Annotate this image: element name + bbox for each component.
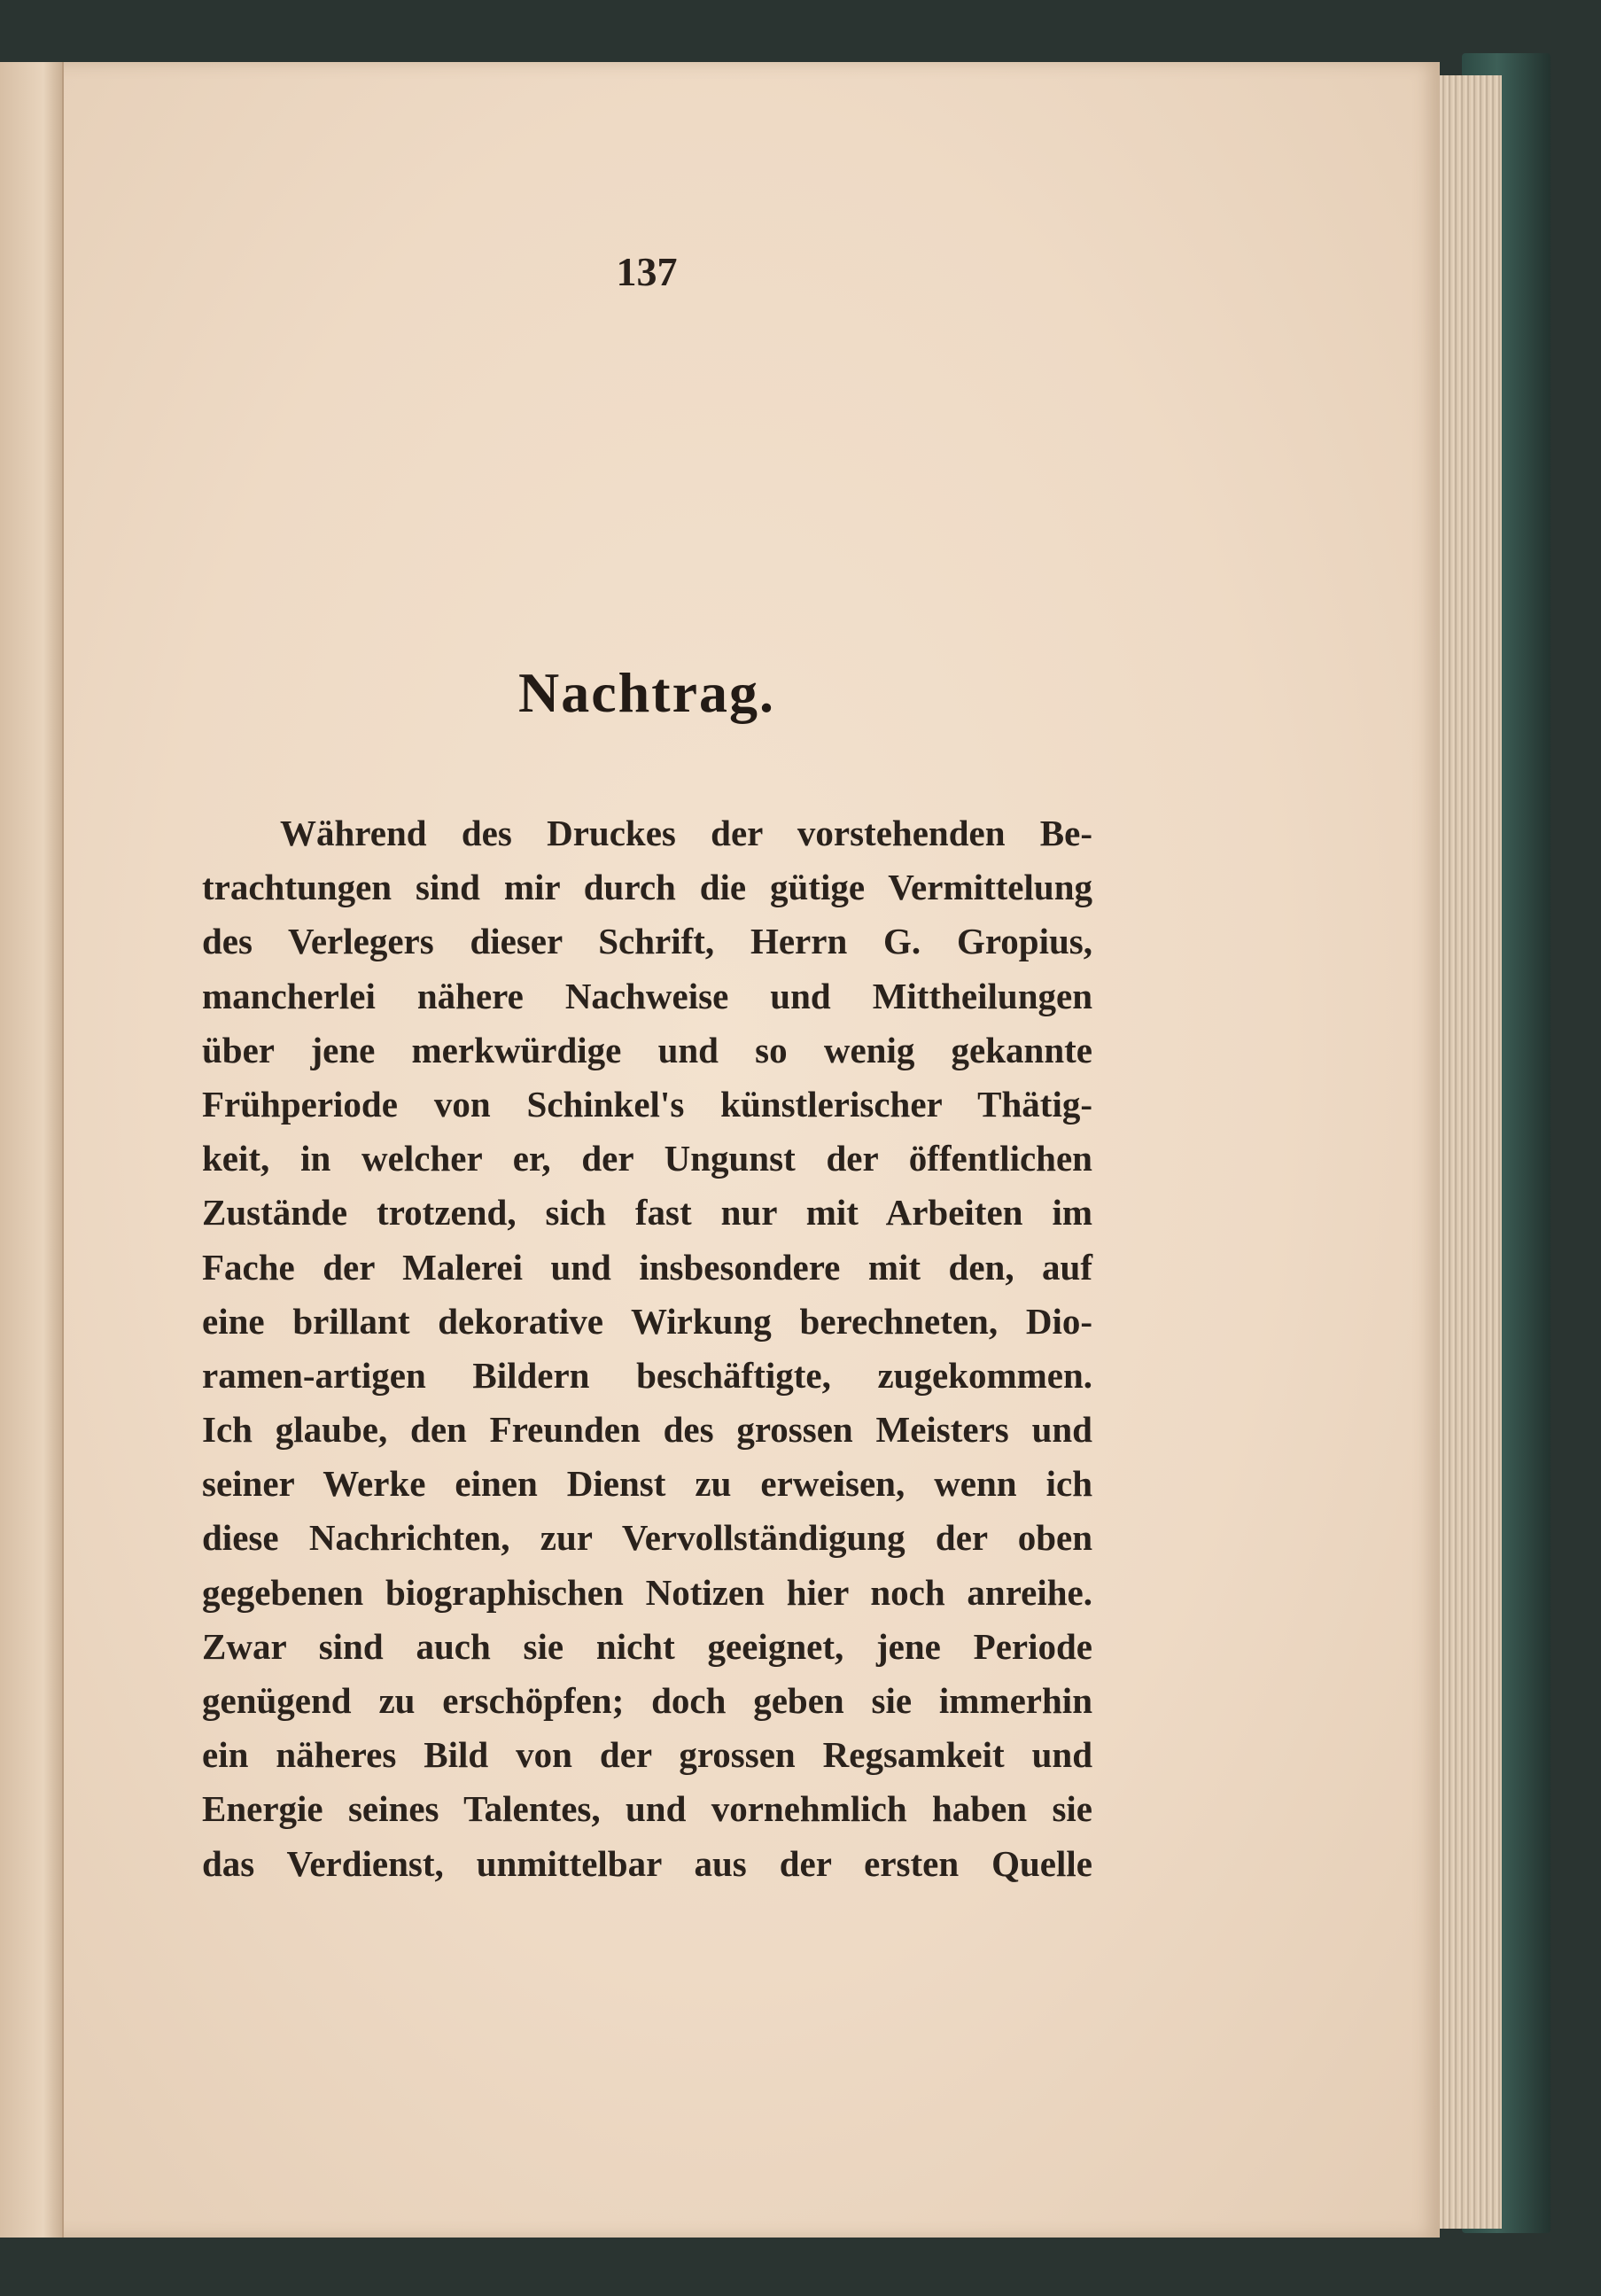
text-line: diese Nachrichten, zur Vervollständigung der oben — [202, 1517, 1092, 1559]
text-line: Zustände trotzend, sich fast nur mit Arbeiten im — [202, 1192, 1092, 1234]
text-line: trachtungen sind mir durch die gütige Vermittelung — [202, 867, 1092, 908]
left-page-fragment — [0, 62, 64, 2238]
text-line: des Verlegers dieser Schrift, Herrn G. Gropius, — [202, 921, 1092, 962]
text-line: Während des Druckes der vorstehenden Be- — [280, 813, 1092, 853]
text-line: das Verdienst, unmittelbar aus der ersten Quelle — [202, 1842, 1092, 1884]
page-heading: Nachtrag. — [518, 661, 775, 724]
text-line: Fache der Malerei und insbesondere mit den, auf — [202, 1246, 1092, 1288]
text-line: ein näheres Bild von der grossen Regsamkeit und — [202, 1734, 1092, 1776]
text-line: keit, in welcher er, der Ungunst der öffentlichen — [202, 1138, 1092, 1179]
page-number: 137 — [616, 249, 678, 294]
text-line: gegebenen biographischen Notizen hier noch anreihe. — [202, 1571, 1092, 1613]
text-line: seiner Werke einen Dienst zu erweisen, wenn ich — [202, 1463, 1092, 1505]
text-line: Zwar sind auch sie nicht geeignet, jene Periode — [202, 1625, 1092, 1667]
text-line: eine brillant dekorative Wirkung berechneten, Dio- — [202, 1300, 1092, 1342]
text-line: Frühperiode von Schinkel's künstlerischer Thätig- — [202, 1083, 1092, 1125]
text-line: Energie seines Talentes, und vornehmlich haben sie — [202, 1788, 1092, 1830]
text-line: Ich glaube, den Freunden des grossen Meisters und — [202, 1409, 1092, 1451]
text-line: genügend zu erschöpfen; doch geben sie immerhin — [202, 1680, 1092, 1721]
text-line: mancherlei nähere Nachweise und Mittheilungen — [202, 975, 1092, 1016]
text-line: über jene merkwürdige und so wenig gekannte — [202, 1029, 1092, 1070]
text-line: ramen-artigen Bildern beschäftigte, zugekommen. — [202, 1354, 1092, 1396]
body-text — [202, 806, 1092, 1891]
